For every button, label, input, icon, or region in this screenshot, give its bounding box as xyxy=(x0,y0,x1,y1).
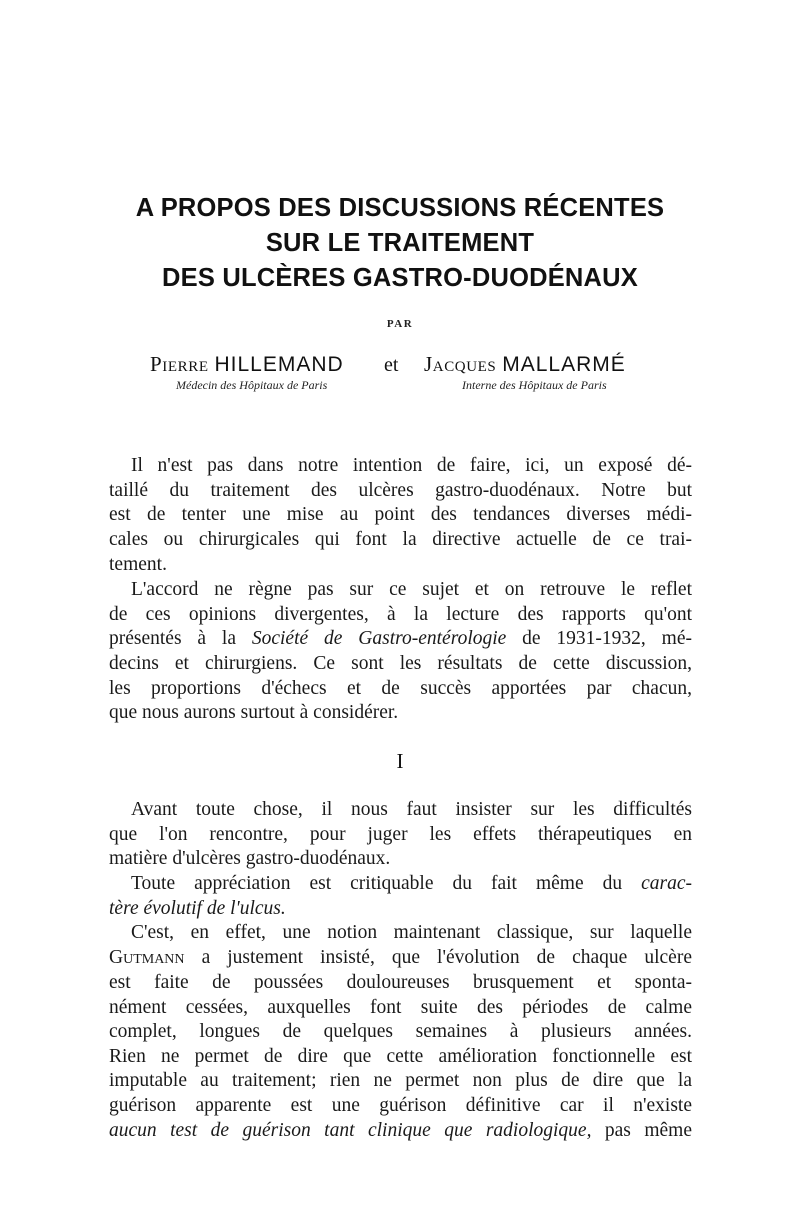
author-reference: Gutmann xyxy=(109,947,185,968)
author-2-role: Interne des Hôpitaux de Paris xyxy=(462,378,607,392)
body-line: C'est, en effet, une notion maintenant classique, sur laquelle xyxy=(131,922,692,943)
body-line: guérison apparente est une guérison définitive car il n'existe xyxy=(109,1095,692,1116)
body-line: que nous aurons surtout à considérer. xyxy=(109,702,399,723)
body-line xyxy=(109,626,692,651)
body-line: matière d'ulcères gastro-duodénaux. xyxy=(109,848,391,869)
body-text: pas même xyxy=(591,1120,692,1141)
body-text: présentés à la xyxy=(109,628,252,649)
author-connector: et xyxy=(384,354,399,376)
body-line: Avant toute chose, il nous faut insister sur les difficultés xyxy=(131,799,692,820)
title-line-1: A PROPOS DES DISCUSSIONS RÉCENTES xyxy=(135,194,665,222)
body-line: taillé du traitement des ulcères gastro-duodénaux. Notre but xyxy=(109,480,692,501)
italic-text: tère évolutif de l'ulcus. xyxy=(109,898,286,919)
body-line xyxy=(109,945,692,970)
body-text: a justement insisté, que l'évolution de chaque ulcère xyxy=(184,947,692,968)
body-line: les proportions d'échecs et de succès apportées par chacun, xyxy=(109,678,692,699)
author-1-name xyxy=(150,352,344,377)
body-line: nément cessées, auxquelles font suite des périodes de calme xyxy=(109,997,692,1018)
body-line: est de tenter une mise au point des tendances diverses médi- xyxy=(109,504,692,525)
body-line: imputable au traitement; rien ne permet non plus de dire que la xyxy=(109,1070,692,1091)
author-1-family-name: HILLEMAND xyxy=(214,353,344,376)
body-line: de ces opinions divergentes, à la lecture des rapports qu'ont xyxy=(109,604,692,625)
body-line: Il n'est pas dans notre intention de faire, ici, un exposé dé- xyxy=(131,455,692,476)
author-2-given-name: Jacques xyxy=(424,352,497,376)
italic-text: carac- xyxy=(641,873,692,894)
italic-text: aucun test de guérison tant clinique que radiologique, xyxy=(109,1120,592,1141)
title-line-2: SUR LE TRAITEMENT xyxy=(265,229,535,257)
section-number: I xyxy=(396,749,404,773)
par-label: PAR xyxy=(386,318,414,330)
body-line: complet, longues de quelques semaines à plusieurs années. xyxy=(109,1021,692,1042)
body-text: Toute appréciation est critiquable du fait même du xyxy=(131,873,642,894)
body-line xyxy=(109,896,692,921)
title-line-3: DES ULCÈRES GASTRO-DUODÉNAUX xyxy=(162,264,638,292)
author-1-given-name: Pierre xyxy=(150,352,209,376)
journal-name: Société de Gastro-entérologie xyxy=(251,628,507,649)
author-1-role: Médecin des Hôpitaux de Paris xyxy=(176,378,328,392)
body-line: L'accord ne règne pas sur ce sujet et on retrouve le reflet xyxy=(131,579,692,600)
body-line: est faite de poussées douloureuses brusquement et sponta- xyxy=(109,972,692,993)
author-2-family-name: MALLARMÉ xyxy=(502,353,626,376)
body-line xyxy=(109,1118,692,1143)
body-line: tement. xyxy=(109,554,167,575)
body-line: que l'on rencontre, pour juger les effets thérapeutiques en xyxy=(109,824,692,845)
body-line xyxy=(131,871,692,896)
body-line: Rien ne permet de dire que cette amélioration fonctionnelle est xyxy=(109,1046,692,1067)
body-line: cales ou chirurgicales qui font la directive actuelle de ce trai- xyxy=(109,529,692,550)
body-text: de 1931-1932, mé- xyxy=(506,628,692,649)
body-line: decins et chirurgiens. Ce sont les résultats de cette discussion, xyxy=(109,653,692,674)
author-2-name xyxy=(424,352,626,377)
